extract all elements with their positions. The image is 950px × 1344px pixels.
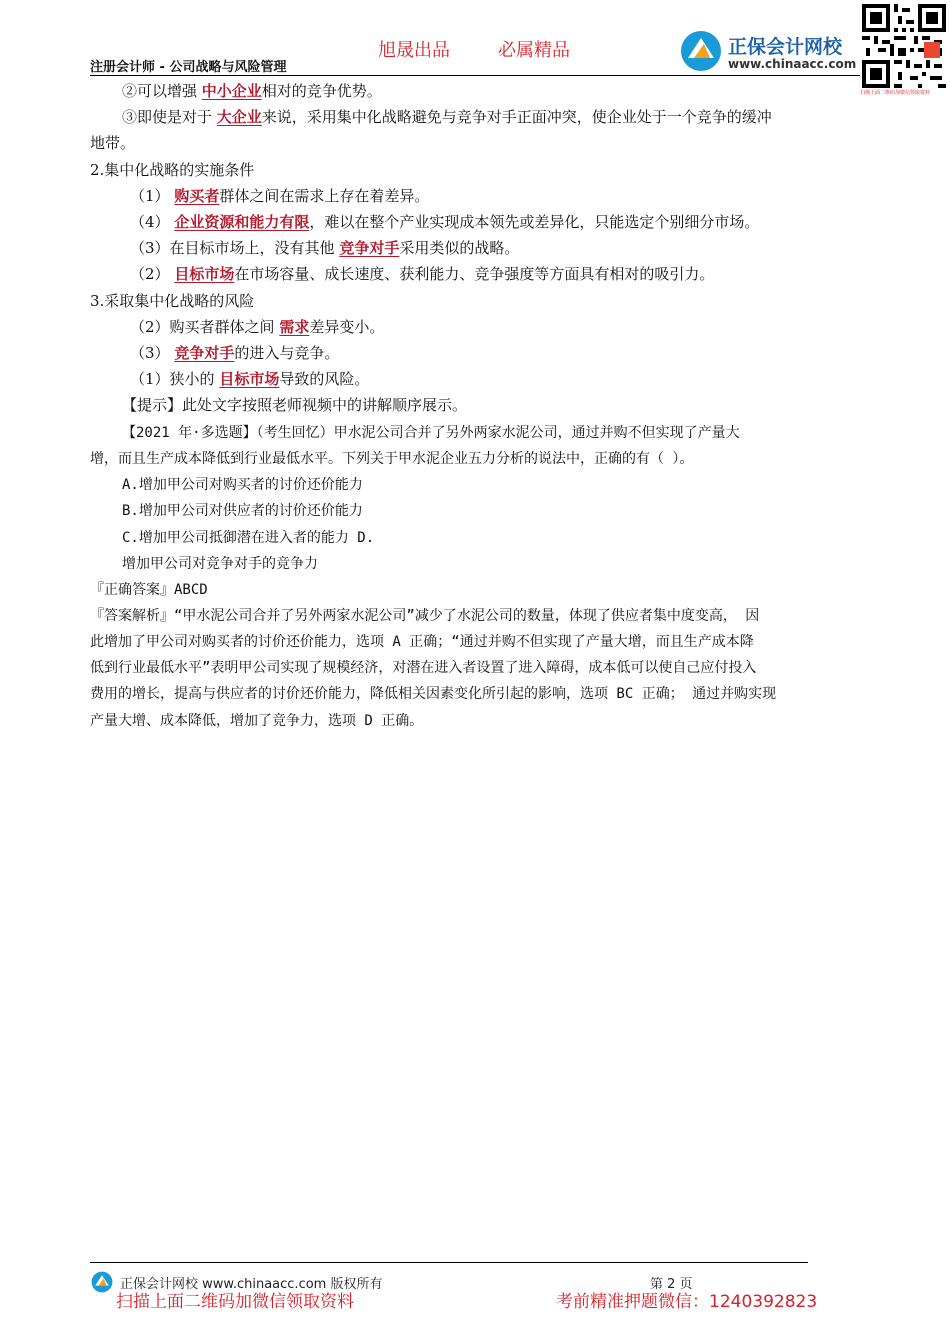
- correct-answer: 『正确答案』ABCD: [90, 582, 208, 598]
- list-item: （3）在目标市场上，没有其他 竞争对手采用类似的战略。: [130, 239, 520, 257]
- qr-code-icon: [862, 4, 946, 88]
- footer-logo-icon: [90, 1270, 114, 1294]
- keyword: 竞争对手: [174, 344, 235, 362]
- explanation-line: 低到行业最低水平”表明甲公司实现了规模经济，对潜在进入者设置了进入障碍，成本低可以使自己应付投入: [90, 660, 757, 676]
- keyword: 目标市场: [219, 370, 280, 388]
- list-item: （1） 购买者群体之间在需求上存在着差异。: [130, 187, 430, 205]
- question-line: 增，而且生产成本降低到行业最低水平。下列关于甲水泥企业五力分析的说法中，正确的有（ ）。: [90, 451, 694, 467]
- slogan-1: 旭晟出品: [378, 40, 450, 61]
- keyword: 竞争对手: [339, 239, 400, 257]
- paragraph-line: ③即使是对于 大企业来说，采用集中化战略避免与竞争对手正面冲突，使企业处于一个竞争的缓冲: [122, 108, 772, 126]
- tip-text: 【提示】此处文字按照老师视频中的讲解顺序展示。: [122, 396, 468, 414]
- footer-divider: [90, 1262, 808, 1263]
- list-item: （2） 目标市场在市场容量、成长速度、获利能力、竞争强度等方面具有相对的吸引力。: [130, 265, 715, 283]
- footer-promo-right: 考前精准押题微信：1240392823: [556, 1292, 818, 1312]
- slogan-2: 必属精品: [498, 40, 570, 61]
- explanation-line: 产量大增、成本降低，增加了竞争力，选项 D 正确。: [90, 713, 424, 729]
- footer-copyright: 正保会计网校 www.chinaacc.com 版权所有: [120, 1277, 383, 1292]
- explanation-line: 费用的增长，提高与供应者的讨价还价能力，降低相关因素变化所引起的影响，选项 BC 正确； 通过并购实现: [90, 686, 777, 702]
- explanation-line: 『答案解析』“甲水泥公司合并了另外两家水泥公司”减少了水泥公司的数量，体现了供应者集中度变高， 因: [90, 608, 760, 624]
- explanation-line: 此增加了甲公司对购买者的讨价还价能力，选项 A 正确；“通过并购不但实现了产量大增，而且生产成本降: [90, 634, 754, 650]
- option-d: 增加甲公司对竞争对手的竞争力: [122, 556, 318, 572]
- page-number: 第 2 页: [650, 1277, 693, 1292]
- qr-caption: 扫描上面二维码加微信领取资料: [860, 90, 931, 96]
- brand-url: www.chinaacc.com: [728, 57, 857, 71]
- option-c: C.增加甲公司抵御潜在进入者的能力 D.: [122, 530, 375, 546]
- keyword: 大企业: [216, 108, 262, 126]
- keyword: 目标市场: [174, 265, 235, 283]
- header-divider: [90, 75, 860, 76]
- list-item: （3） 竞争对手的进入与竞争。: [130, 344, 340, 362]
- brand-name: 正保会计网校: [728, 36, 843, 58]
- paragraph-line: 地带。: [90, 134, 136, 152]
- list-item: （2）购买者群体之间 需求差异变小。: [130, 318, 385, 336]
- keyword: 中小企业: [201, 82, 262, 100]
- question-line: 【2021 年·多选题】（考生回忆）甲水泥公司合并了另外两家水泥公司，通过并购不但实现了产量大: [122, 425, 740, 441]
- section-heading: 2.集中化战略的实施条件: [90, 161, 255, 179]
- option-b: B.增加甲公司对供应者的讨价还价能力: [122, 503, 363, 519]
- keyword: 企业资源和能力有限: [174, 213, 310, 231]
- list-item: （4） 企业资源和能力有限，难以在整个产业实现成本领先或差异化，只能选定个别细分市场。: [130, 213, 760, 231]
- list-item: （1）狭小的 目标市场导致的风险。: [130, 370, 370, 388]
- paragraph-line: ②可以增强 中小企业相对的竞争优势。: [122, 82, 382, 100]
- logo-emblem-icon: [678, 28, 724, 74]
- option-a: A.增加甲公司对购买者的讨价还价能力: [122, 477, 363, 493]
- doc-title: 注册会计师 - 公司战略与风险管理: [90, 60, 287, 75]
- keyword: 需求: [279, 318, 310, 336]
- footer-promo-left: 扫描上面二维码加微信领取资料: [116, 1292, 354, 1312]
- keyword: 购买者: [174, 187, 220, 205]
- brand-logo: [678, 28, 858, 74]
- section-heading: 3.采取集中化战略的风险: [90, 292, 255, 310]
